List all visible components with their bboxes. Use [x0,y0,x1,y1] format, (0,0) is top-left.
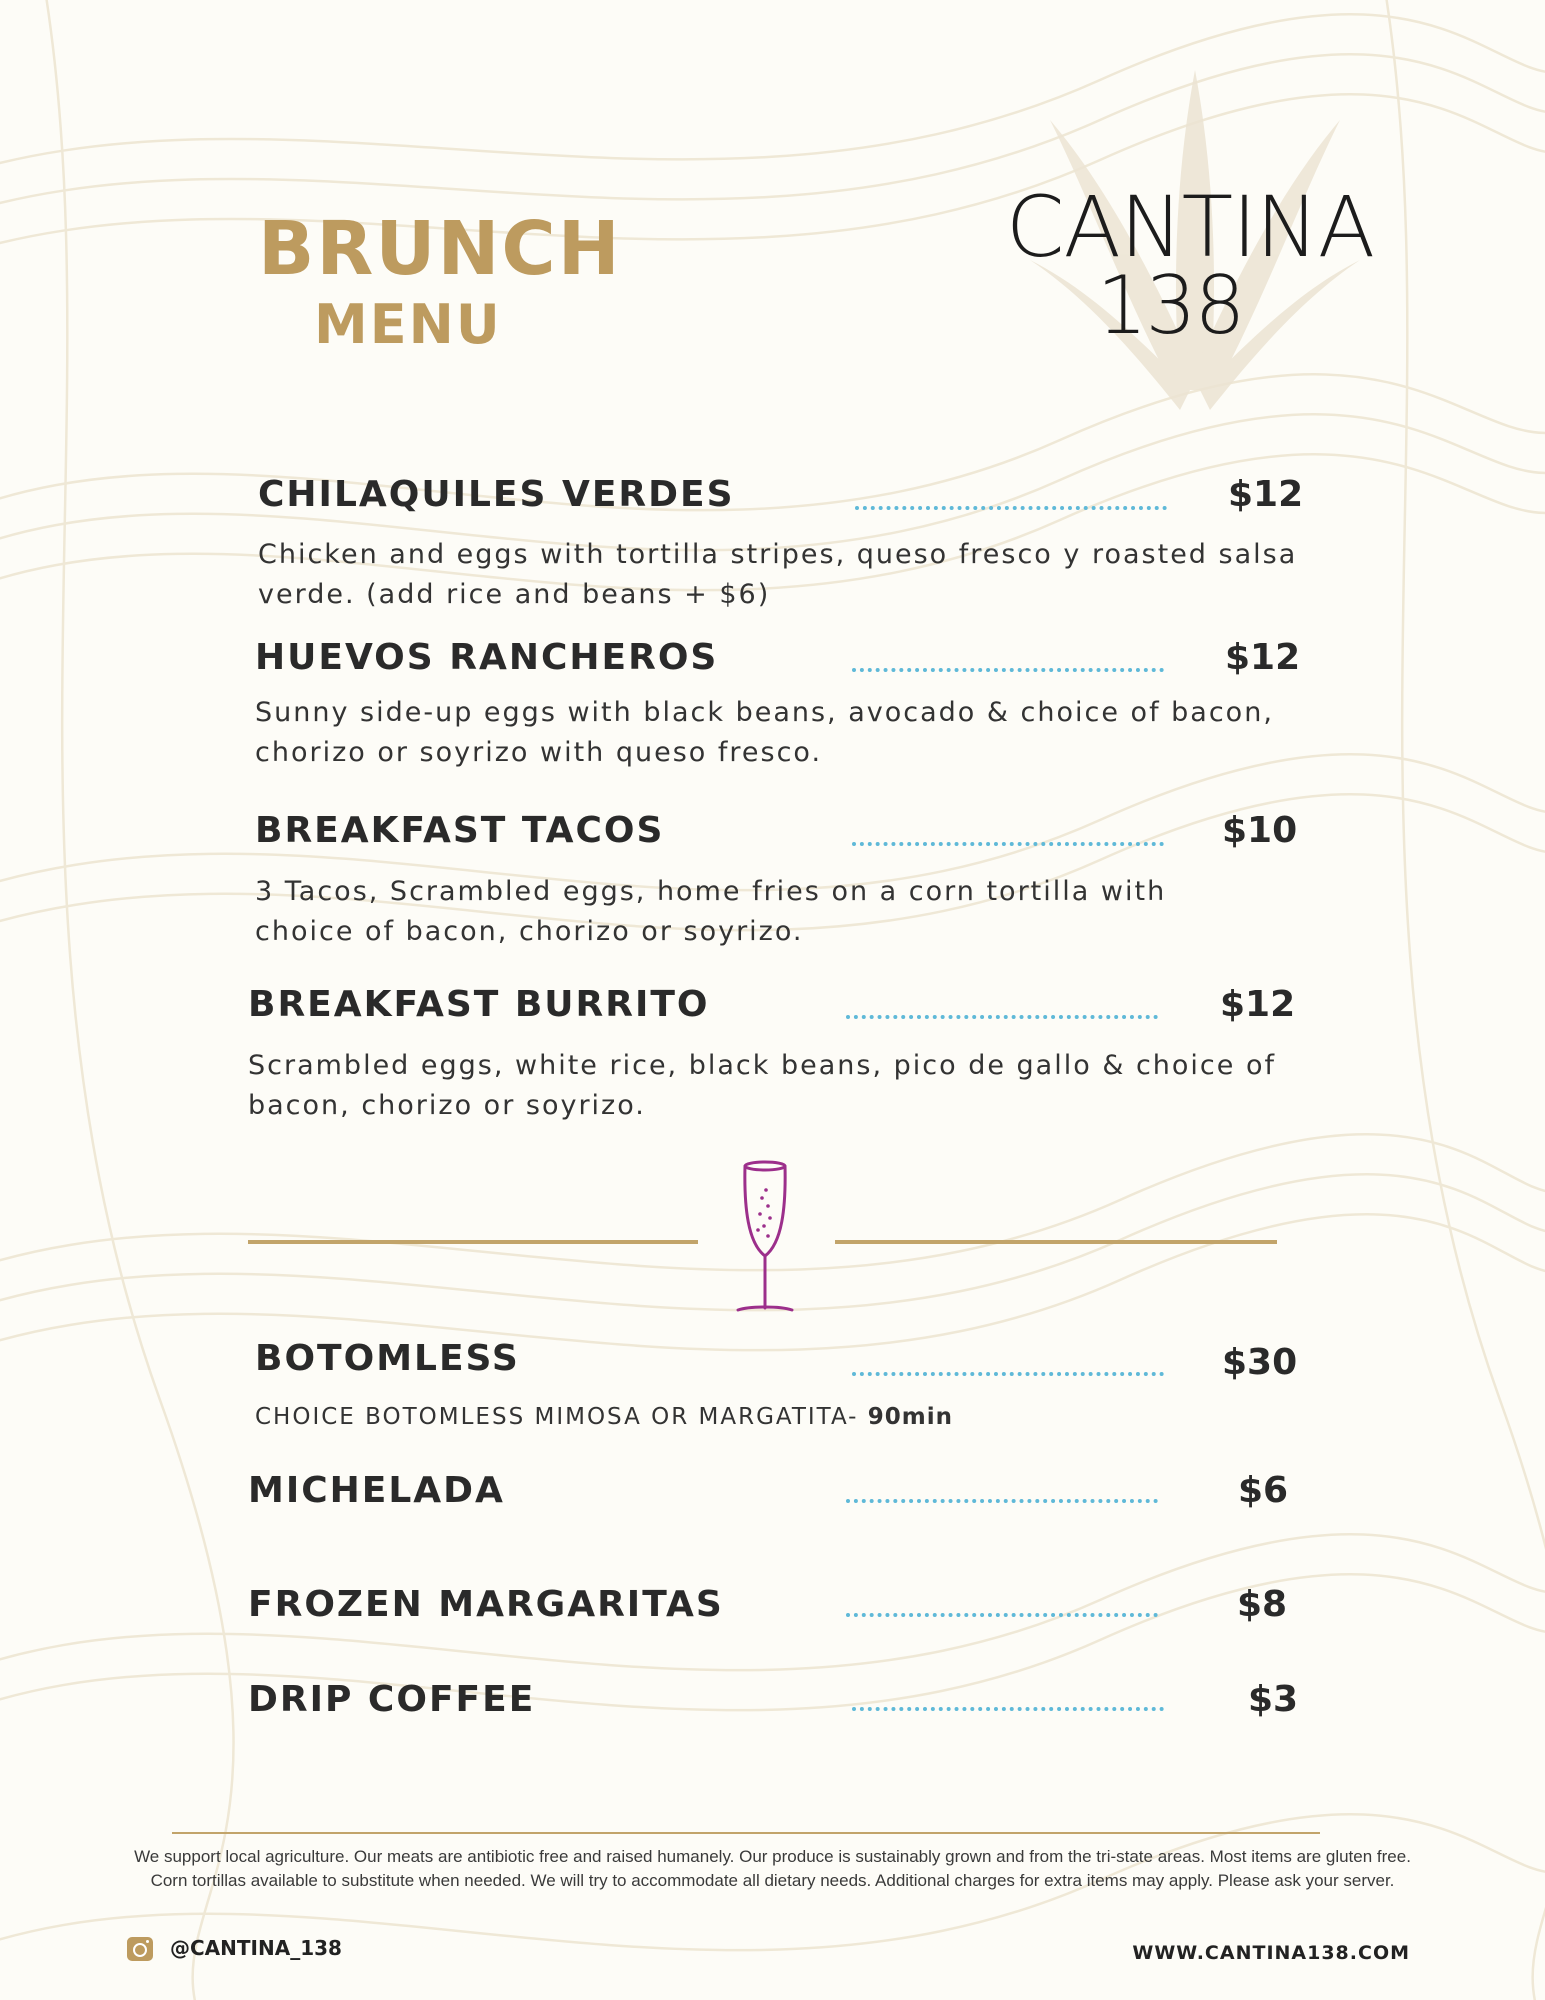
item-name: DRIP COFFEE [248,1679,536,1720]
section-divider-left [248,1240,698,1244]
dotted-leader [852,668,1164,672]
menu-subtitle: MENU [314,293,502,356]
item-name: HUEVOS RANCHEROS [255,637,719,678]
item-name: FROZEN MARGARITAS [248,1584,724,1625]
logo-number: 138 [1096,258,1244,352]
dotted-leader [846,1015,1158,1019]
item-description: Chicken and eggs with tortilla stripes, queso fresco y roasted salsa verde. (add rice and beans + $6) [258,539,1298,610]
item-price: $3 [1248,1679,1299,1720]
section-divider-right [835,1240,1277,1244]
champagne-glass-icon [732,1158,798,1316]
item-name: MICHELADA [248,1470,505,1511]
dotted-leader [852,1372,1164,1376]
dotted-leader [855,506,1167,510]
dotted-leader [846,1613,1158,1617]
menu-title: BRUNCH [258,206,622,292]
item-price: $10 [1222,810,1298,851]
dotted-leader [846,1499,1158,1503]
item-note-duration: 90min [867,1404,954,1430]
item-price: $30 [1222,1342,1298,1383]
instagram-icon[interactable] [127,1937,153,1961]
logo-name: CANTINA [1005,178,1375,276]
footer-divider [172,1832,1320,1834]
dotted-leader [852,842,1164,846]
item-price: $12 [1228,474,1304,515]
item-name: BREAKFAST BURRITO [248,984,710,1025]
item-description: 3 Tacos, Scrambled eggs, home fries on a corn tortilla with choice of bacon, chorizo or soyrizo. [255,876,1167,947]
item-name: BREAKFAST TACOS [255,810,665,851]
item-price: $6 [1238,1470,1289,1511]
item-note-text: CHOICE BOTOMLESS MIMOSA OR MARGATITA- [255,1404,859,1430]
item-description: Scrambled eggs, white rice, black beans, pico de gallo & choice of bacon, chorizo or soyrizo. [248,1050,1276,1121]
item-price: $8 [1237,1584,1288,1625]
item-note [255,1406,953,1429]
item-price: $12 [1220,984,1296,1025]
item-name: CHILAQUILES VERDES [258,474,735,515]
item-name: BOTOMLESS [255,1338,520,1379]
item-price: $12 [1225,637,1301,678]
instagram-handle[interactable]: @CANTINA_138 [170,1936,342,1960]
dotted-leader [852,1707,1164,1711]
website-link[interactable]: WWW.CANTINA138.COM [1132,1942,1410,1964]
item-description: Sunny side-up eggs with black beans, avocado & choice of bacon, chorizo or soyrizo with queso fresco. [255,697,1274,768]
restaurant-logo [1000,178,1380,352]
footer-note: We support local agriculture. Our meats are antibiotic free and raised humanely. Our produce is sustainably grown and from the tri-state areas. Most items are gluten free. Corn tortillas available to substitute when needed. We will try to accommodate all dietary needs. Additional charges for extra items may apply. Please ask your server. [134,1847,1411,1890]
